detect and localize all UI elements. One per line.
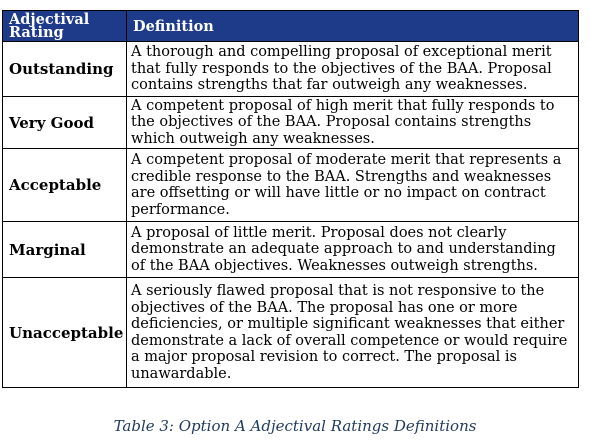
table-row-outstanding bbox=[3, 42, 579, 97]
definition-cell: A seriously flawed proposal that is not responsive to the objectives of the BAA. The proposal has one or more deficiencies, or multiple significant weaknesses that either demonstrate a lack of overall competence or would require a major proposal revision to correct. The proposal is unawardable. bbox=[127, 278, 579, 388]
definition-cell: A competent proposal of high merit that fully responds to the objectives of the BAA. Proposal contains strengths which outweigh any weaknesses. bbox=[127, 97, 579, 149]
adjectival-ratings-table bbox=[2, 10, 579, 388]
ratings-table-container bbox=[2, 10, 578, 388]
rating-cell: Marginal bbox=[3, 222, 127, 278]
table-row-very-good bbox=[3, 97, 579, 149]
rating-cell: Outstanding bbox=[3, 42, 127, 97]
rating-cell: Acceptable bbox=[3, 149, 127, 222]
table-row-unacceptable bbox=[3, 278, 579, 388]
header-definition: Definition bbox=[127, 11, 579, 42]
table-row-acceptable bbox=[3, 149, 579, 222]
header-adjectival-rating: Adjectival Rating bbox=[3, 11, 127, 42]
rating-cell: Very Good bbox=[3, 97, 127, 149]
definition-cell: A thorough and compelling proposal of exceptional merit that fully responds to the objectives of the BAA. Proposal contains strengths that far outweigh any weaknesses. bbox=[127, 42, 579, 97]
definition-cell: A competent proposal of moderate merit that represents a credible response to the BAA. Strengths and weaknesses are offsetting or will have little or no impact on contract performance. bbox=[127, 149, 579, 222]
rating-cell: Unacceptable bbox=[3, 278, 127, 388]
table-header-row bbox=[3, 11, 579, 42]
table-row-marginal bbox=[3, 222, 579, 278]
definition-cell: A proposal of little merit. Proposal does not clearly demonstrate an adequate approach to and understanding of the BAA objectives. Weaknesses outweigh strengths. bbox=[127, 222, 579, 278]
table-caption: Table 3: Option A Adjectival Ratings Definitions bbox=[113, 417, 477, 435]
